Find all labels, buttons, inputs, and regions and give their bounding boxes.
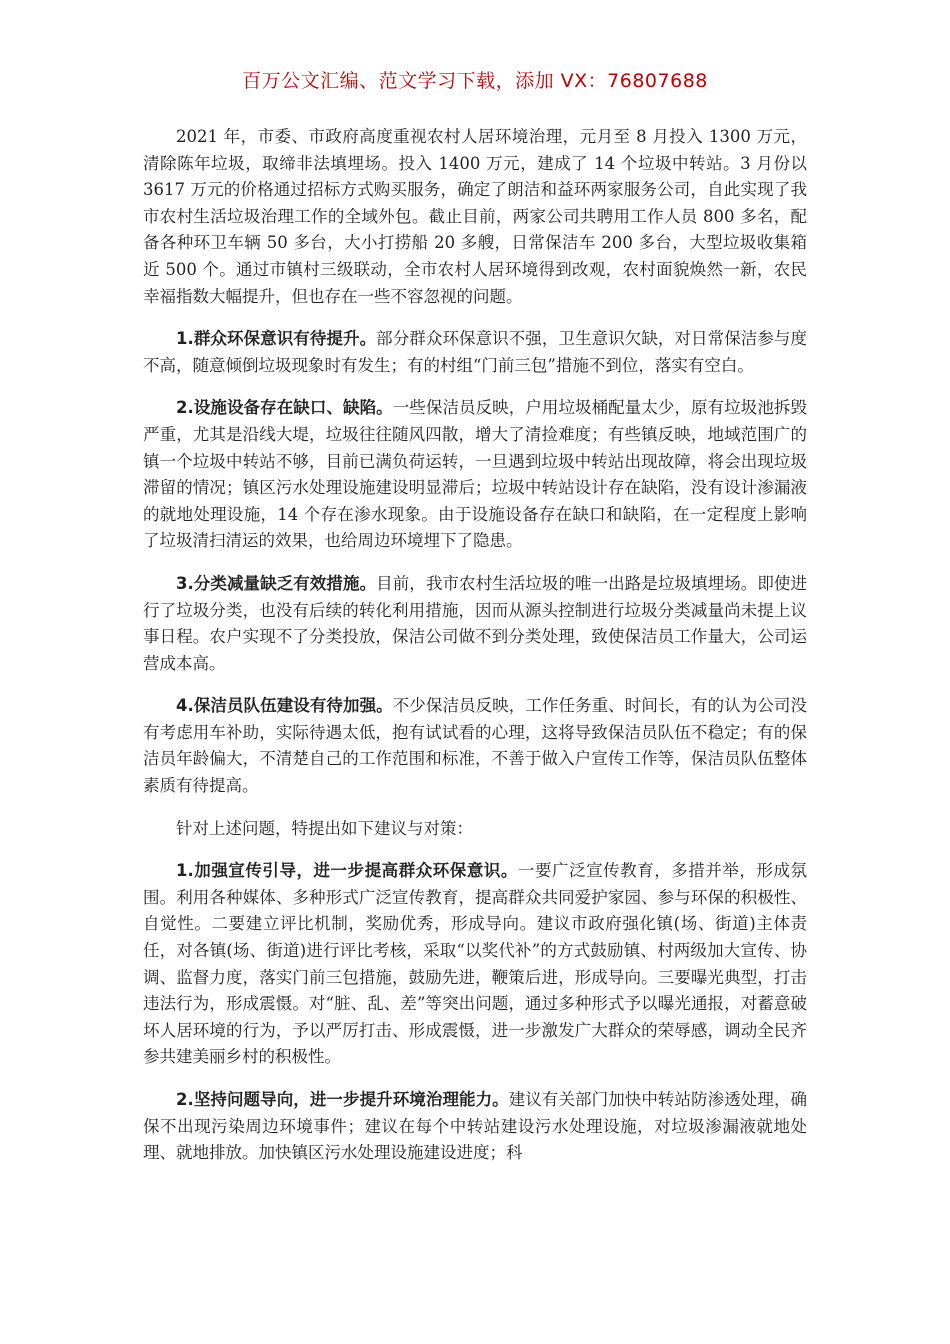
paragraph-heading: 2.坚持问题导向，进一步提升环境治理能力。 [176, 1090, 509, 1109]
suggestion-paragraph-2 [143, 1087, 807, 1167]
problem-paragraph-2 [143, 395, 807, 555]
paragraph-heading: 2.设施设备存在缺口、缺陷。 [176, 398, 393, 418]
paragraph-text: 2021 年，市委、市政府高度重视农村人居环境治理，元月至 8 月投入 1300 万元，清除陈年垃圾，取缔非法填埋场。投入 1400 万元，建成了 14 个垃圾中转站。3 月份以 3617 万元的价格通过招标方式购买服务，确定了朗洁和益环两家服务公司，自此实现了我市农村生活垃圾治理工作的全域外包。截止目前，两家公司共聘用工作人员 800 多名，配备各种环卫车辆 50 多台，大小打捞船 20 多艘，日常保洁车 200 多台，大型垃圾收集箱近 500 个。通过市镇村三级联动，全市农村人居环境得到改观，农村面貌焕然一新，农民幸福指数大幅提升，但也存在一些不容忽视的问题。 [143, 127, 807, 306]
problem-paragraph-4 [143, 693, 807, 799]
paragraph-text: 针对上述问题，特提出如下建议与对策： [176, 818, 473, 838]
transition-paragraph [143, 816, 807, 843]
paragraph-text: 建议有关部门加快中转站防渗透处理，确保不出现污染周边环境事件；建议在每个中转站建设污水处理设施，对垃圾渗漏液就地处理、就地排放。加快镇区污水处理设施建设进度；科 [143, 1090, 808, 1163]
paragraph-heading: 1.群众环保意识有待提升。 [176, 329, 377, 349]
paragraph-text: 不少保洁员反映，工作任务重、时间长，有的认为公司没有考虑用车补助，实际待遇太低，抱有试试看的心理，这将导致保洁员队伍不稳定；有的保洁员年龄偏大，不清楚自己的工作范围和标准，不善于做入户宣传工作等，保洁员队伍整体素质有待提高。 [143, 696, 808, 796]
document-body [143, 124, 807, 1183]
paragraph-text: 目前，我市农村生活垃圾的唯一出路是垃圾填埋场。即使进行了垃圾分类，也没有后续的转化利用措施，因而从源头控制进行垃圾分类减量尚未提上议事日程。农户实现不了分类投放，保洁公司做不到分类处理，致使保洁员工作量大，公司运营成本高。 [143, 573, 807, 673]
problem-paragraph-3 [143, 571, 807, 677]
paragraph-text: 部分群众环保意识不强，卫生意识欠缺，对日常保洁参与度不高，随意倾倒垃圾现象时有发生；有的村组“门前三包”措施不到位，落实有空白。 [143, 329, 807, 375]
header-watermark-text: 百万公文汇编、范文学习下载，添加 VX：76807688 [242, 70, 708, 92]
paragraph-text: 一要广泛宣传教育，多措并举，形成氛围。利用各种媒体、多种形式广泛宣传教育，提高群众共同爱护家园、参与环保的积极性、自觉性。二要建立评比机制，奖励优秀，形成导向。建议市政府强化镇(场、街道)主体责任，对各镇(场、街道)进行评比考核，采取“以奖代补”的方式鼓励镇、村两级加大宣传、协调、监督力度，落实门前三包措施，鼓励先进，鞭策后进，形成导向。三要曝光典型，打击违法行为，形成震慑。对“脏、乱、差”等突出问题，通过多种形式予以曝光通报，对蓄意破坏人居环境的行为，予以严厉打击、形成震慑，进一步激发广大群众的荣辱感，调动全民齐参共建美丽乡村的积极性。 [143, 861, 808, 1067]
paragraph-heading: 4.保洁员队伍建设有待加强。 [176, 696, 393, 716]
paragraph-text: 一些保洁员反映，户用垃圾桶配量太少，原有垃圾池拆毁严重，尤其是沿线大堤，垃圾往往随风四散，增大了清捡难度；有些镇反映，地域范围广的镇一个垃圾中转站不够，目前已满负荷运转，一旦遇到垃圾中转站出现故障，将会出现垃圾滞留的情况；镇区污水处理设施建设明显滞后；垃圾中转站设计存在缺陷，没有设计渗漏液的就地处理设施，14 个存在渗水现象。由于设施设备存在缺口和缺陷，在一定程度上影响了垃圾清扫清运的效果，也给周边环境埋下了隐患。 [143, 398, 808, 551]
intro-paragraph [143, 124, 807, 310]
paragraph-heading: 3.分类减量缺乏有效措施。 [176, 573, 377, 593]
problem-paragraph-1 [143, 326, 807, 379]
suggestion-paragraph-1 [143, 858, 807, 1071]
paragraph-heading: 1.加强宣传引导，进一步提高群众环保意识。 [176, 861, 518, 881]
